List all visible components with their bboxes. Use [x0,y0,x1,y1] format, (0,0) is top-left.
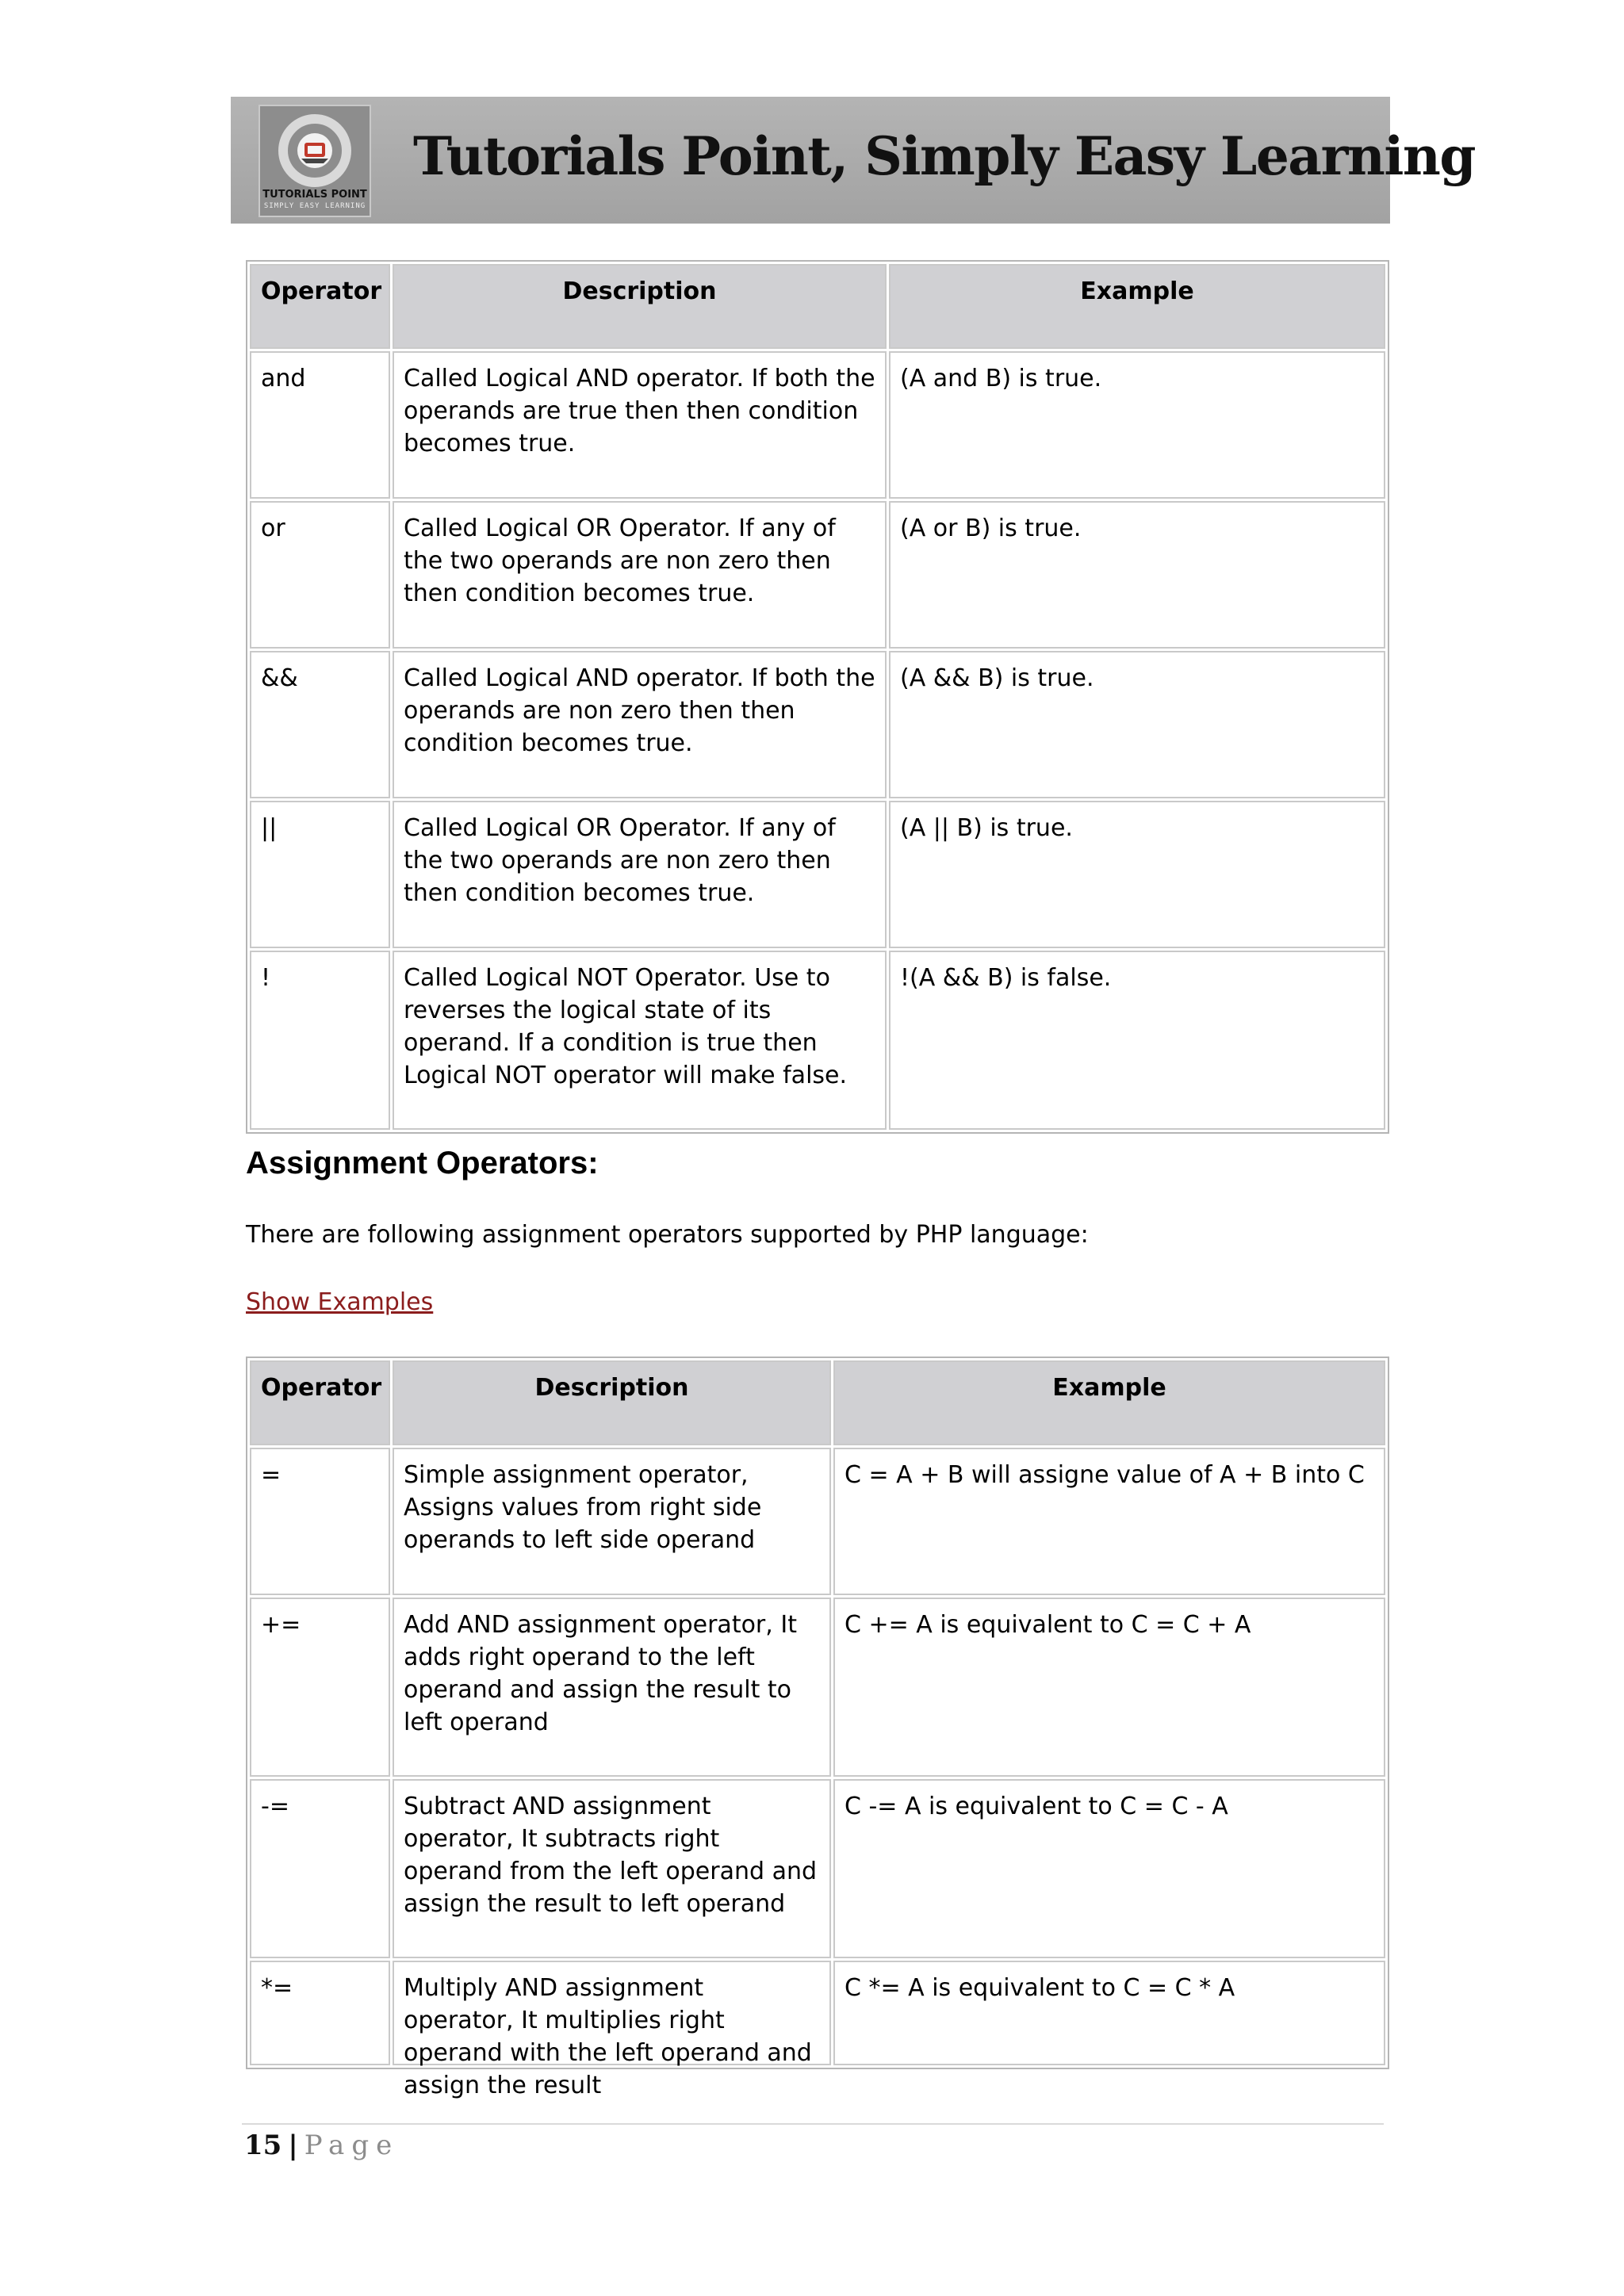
example-cell: (A && B) is true. [889,651,1385,798]
operator-cell: or [250,501,390,649]
operator-text: *= [261,1974,293,2002]
description-cell [393,1961,831,2099]
site-title: Tutorials Point, Simply Easy Learning [413,125,1476,187]
assignment-operators-table [246,1357,1389,2099]
section-heading: Assignment Operators: [246,1146,599,1181]
operator-cell: = [250,1448,390,1595]
example-cell: C = A + B will assigne value of A + B into C [833,1448,1385,1595]
tutorialspoint-logo [259,105,371,217]
table-row [250,951,1385,1130]
operator-cell: && [250,651,390,798]
logical-operators-table [246,260,1389,1134]
section-intro: There are following assignment operators supported by PHP language: [246,1221,1089,1249]
table-row [250,801,1385,948]
table-row [250,1779,1385,1958]
table-row [250,501,1385,649]
operator-cell [250,1961,390,2065]
page-header-banner [231,97,1476,224]
column-header-description: Description [393,264,887,349]
description-text: Multiply AND assignment operator, It multiplies right operand with the left operand and assign the result [404,1974,812,2099]
table-row [250,1598,1385,1777]
description-cell: Add AND assignment operator, It adds right operand to the left operand and assign the result to left operand [393,1598,831,1777]
column-header-example: Example [833,1360,1385,1445]
operator-cell: and [250,351,390,499]
show-examples-link[interactable]: Show Examples [246,1288,434,1316]
logo-tagline: SIMPLY EASY LEARNING [263,202,366,210]
footer-divider [242,2123,1384,2125]
description-cell: Called Logical OR Operator. If any of the two operands are non zero then then condition becomes true. [393,501,887,649]
operator-cell: ! [250,951,390,1130]
example-cell [833,1961,1385,2065]
page-number: 15 [244,2130,282,2161]
column-header-operator: Operator [250,264,390,349]
example-cell: (A and B) is true. [889,351,1385,499]
description-cell: Called Logical OR Operator. If any of the two operands are non zero then then condition becomes true. [393,801,887,948]
example-cell: (A or B) is true. [889,501,1385,649]
column-header-description: Description [393,1360,831,1445]
column-header-example: Example [889,264,1385,349]
footer-separator: | [288,2130,298,2161]
table-header-row [250,1360,1385,1445]
logo-emblem-icon [260,106,370,189]
operator-cell: -= [250,1779,390,1958]
example-cell: C -= A is equivalent to C = C - A [833,1779,1385,1958]
example-text: C *= A is equivalent to C = C * A [845,1974,1235,2002]
description-cell: Called Logical NOT Operator. Use to reverses the logical state of its operand. If a condition is true then Logical NOT operator will make false. [393,951,887,1130]
operator-cell: || [250,801,390,948]
table-row [250,651,1385,798]
page-label: Page [304,2130,400,2161]
description-cell: Called Logical AND operator. If both the operands are non zero then then condition becomes true. [393,651,887,798]
description-cell: Called Logical AND operator. If both the operands are true then then condition becomes true. [393,351,887,499]
table-header-row [250,264,1385,349]
logo-caption: TUTORIALS POINT [262,189,367,201]
table-row [250,1961,1385,2065]
example-cell: C += A is equivalent to C = C + A [833,1598,1385,1777]
page-footer [244,2130,399,2161]
example-cell: !(A && B) is false. [889,951,1385,1130]
operator-cell: += [250,1598,390,1777]
table-row [250,1448,1385,1595]
column-header-operator: Operator [250,1360,390,1445]
description-cell: Subtract AND assignment operator, It subtracts right operand from the left operand and assign the result to left operand [393,1779,831,1958]
description-cell: Simple assignment operator, Assigns values from right side operands to left side operand [393,1448,831,1595]
example-cell: (A || B) is true. [889,801,1385,948]
table-row [250,351,1385,499]
